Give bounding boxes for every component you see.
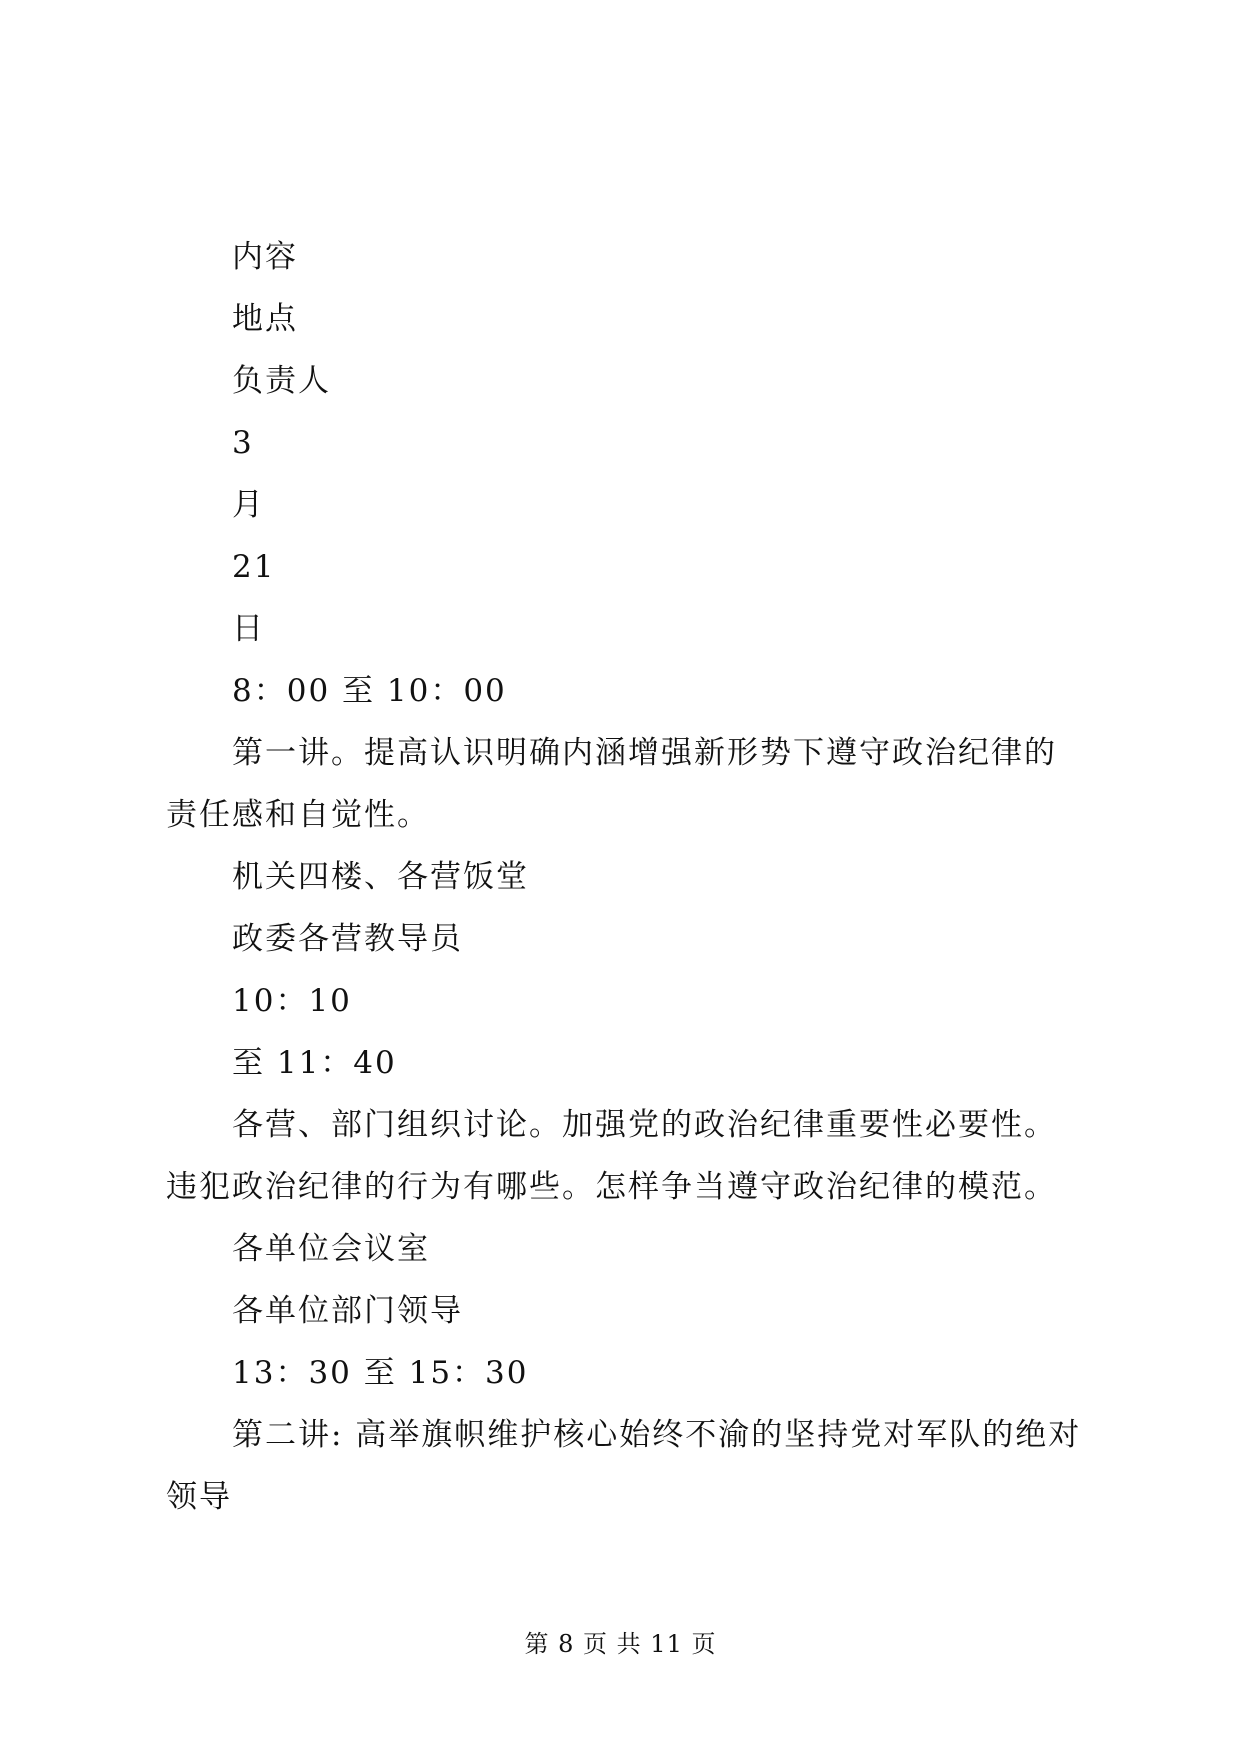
paragraph: 各单位部门领导 (232, 1293, 463, 1329)
paragraph: 至 11：40 (232, 1045, 397, 1081)
paragraph: 政委各营教导员 (232, 921, 463, 957)
paragraph: 机关四楼、各营饭堂 (232, 859, 529, 895)
paragraph: 8：00 至 10：00 (232, 673, 507, 709)
paragraph: 负责人 (232, 363, 331, 399)
page-footer: 第 8 页 共 11 页 (524, 1630, 717, 1658)
paragraph: 21 (232, 549, 276, 585)
paragraph: 日 (232, 611, 265, 647)
paragraph: 各单位会议室 (232, 1231, 430, 1267)
paragraph: 第二讲: 高举旗帜维护核心始终不渝的坚持党对军队的绝对领导 (166, 1417, 1082, 1515)
paragraph: 第一讲。提高认识明确内涵增强新形势下遵守政治纪律的责任感和自觉性。 (166, 735, 1057, 833)
paragraph: 10：10 (232, 983, 352, 1019)
paragraph: 3 (232, 425, 254, 461)
paragraph: 月 (232, 487, 265, 523)
paragraph: 各营、部门组织讨论。加强党的政治纪律重要性必要性。违犯政治纪律的行为有哪些。怎样争当遵守政治纪律的模范。 (166, 1107, 1057, 1205)
paragraph: 内容 (232, 239, 298, 275)
page-body (166, 226, 1086, 1528)
paragraph: 13：30 至 15：30 (232, 1355, 529, 1391)
paragraph: 地点 (232, 301, 298, 337)
